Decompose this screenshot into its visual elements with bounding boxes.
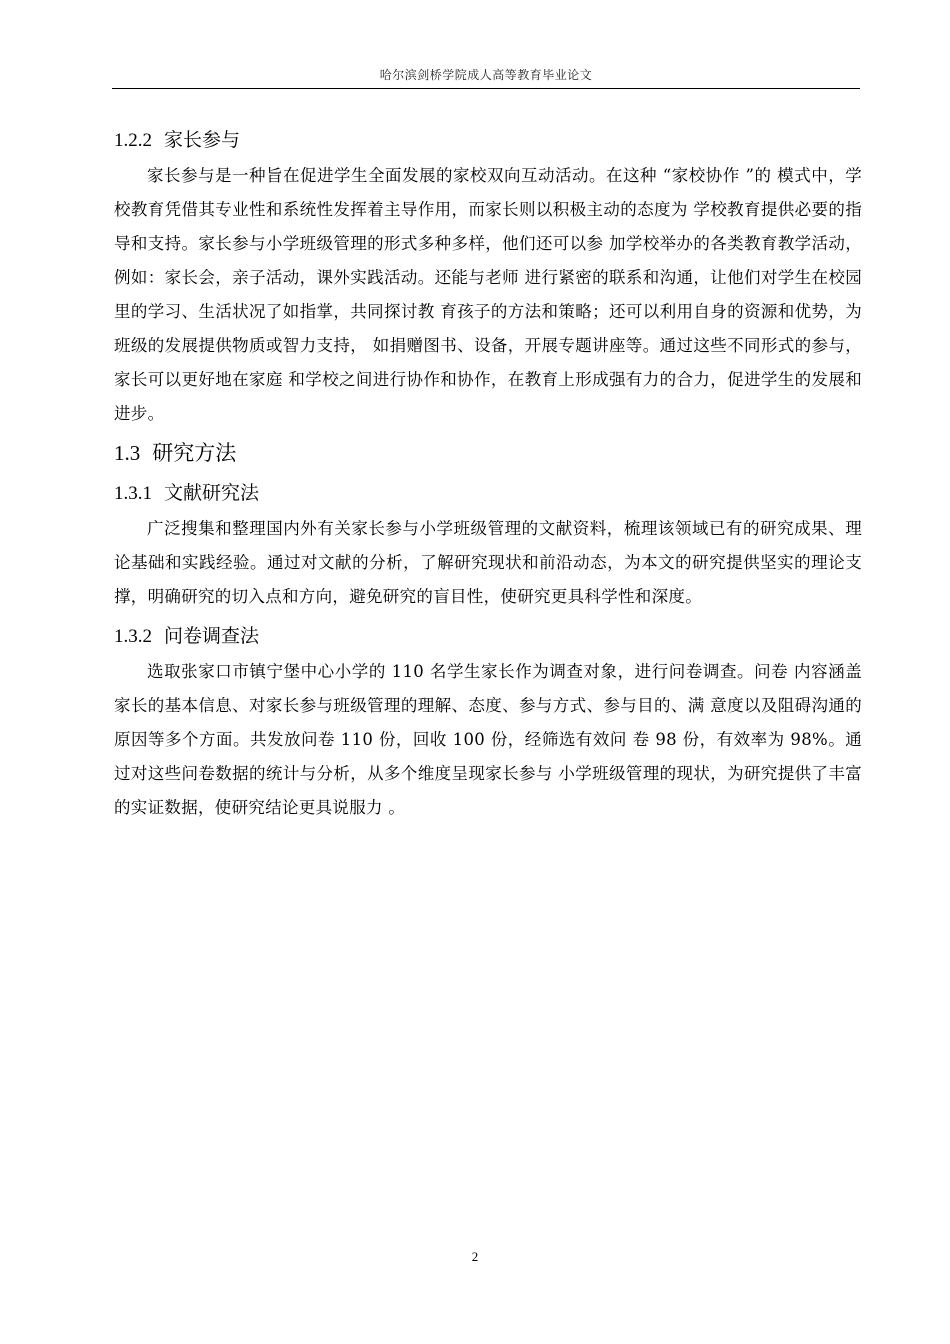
- paragraph-parent-participation: 家长参与是一种旨在促进学生全面发展的家校双向互动活动。在这种 “家校协作 ”的 模式中，学校教育凭借其专业性和系统性发挥着主导作用，而家长则以积极主动的态度为 学校教育提供必要的指导和支持。家长参与小学班级管理的形式多种多样，他们还可以参 加学校举办的各类教育教学活动，例如：家长会，亲子活动，课外实践活动。还能与老师 进行紧密的联系和沟通，让他们对学生在校园里的学习、生活状况了如指掌，共同探讨教 育孩子的方法和策略；还可以利用自身的资源和优势，为班级的发展提供物质或智力支持， 如捐赠图书、设备，开展专题讲座等。通过这些不同形式的参与，家长可以更好地在家庭 和学校之间进行协作和协作，在教育上形成强有力的合力，促进学生的发展和进步。: [114, 166, 862, 423]
- section-number: 1.3.2: [114, 626, 152, 647]
- section-heading-1-3-1: [114, 475, 862, 512]
- document-body: [114, 122, 862, 825]
- page-number: 2: [471, 1249, 479, 1264]
- section-number: 1.3: [114, 441, 141, 465]
- header-divider: [112, 88, 860, 89]
- section-heading-1-3-2: [114, 618, 862, 655]
- section-title: 家长参与: [164, 129, 241, 151]
- paragraph-questionnaire-survey: 选取张家口市镇宁堡中心小学的 110 名学生家长作为调查对象，进行问卷调查。问卷 内容涵盖家长的基本信息、对家长参与班级管理的理解、态度、参与方式、参与目的、满 意度以及阻碍沟通的原因等多个方面。共发放问卷 110 份，回收 100 份，经筛选有效问 卷 98 份，有效率为 98%。通过对这些问卷数据的统计与分析，从多个维度呈现家长参与 小学班级管理的现状，为研究提供了丰富的实证数据，使研究结论更具说服力 。: [114, 662, 862, 817]
- section-number: 1.2.2: [114, 130, 152, 151]
- running-header: 哈尔滨剑桥学院成人高等教育毕业论文: [379, 68, 593, 82]
- section-number: 1.3.1: [114, 483, 152, 504]
- section-title: 研究方法: [152, 441, 237, 465]
- section-title: 问卷调查法: [164, 625, 260, 647]
- section-heading-1-3: [114, 433, 862, 473]
- section-heading-1-2-2: [114, 122, 862, 159]
- section-title: 文献研究法: [164, 482, 260, 504]
- paragraph-literature-research: 广泛搜集和整理国内外有关家长参与小学班级管理的文献资料，梳理该领域已有的研究成果、理论基础和实践经验。通过对文献的分析，了解研究现状和前沿动态，为本文的研究提供坚实的理论支撑，明确研究的切入点和方向，避免研究的盲目性，使研究更具科学性和深度。: [114, 519, 862, 606]
